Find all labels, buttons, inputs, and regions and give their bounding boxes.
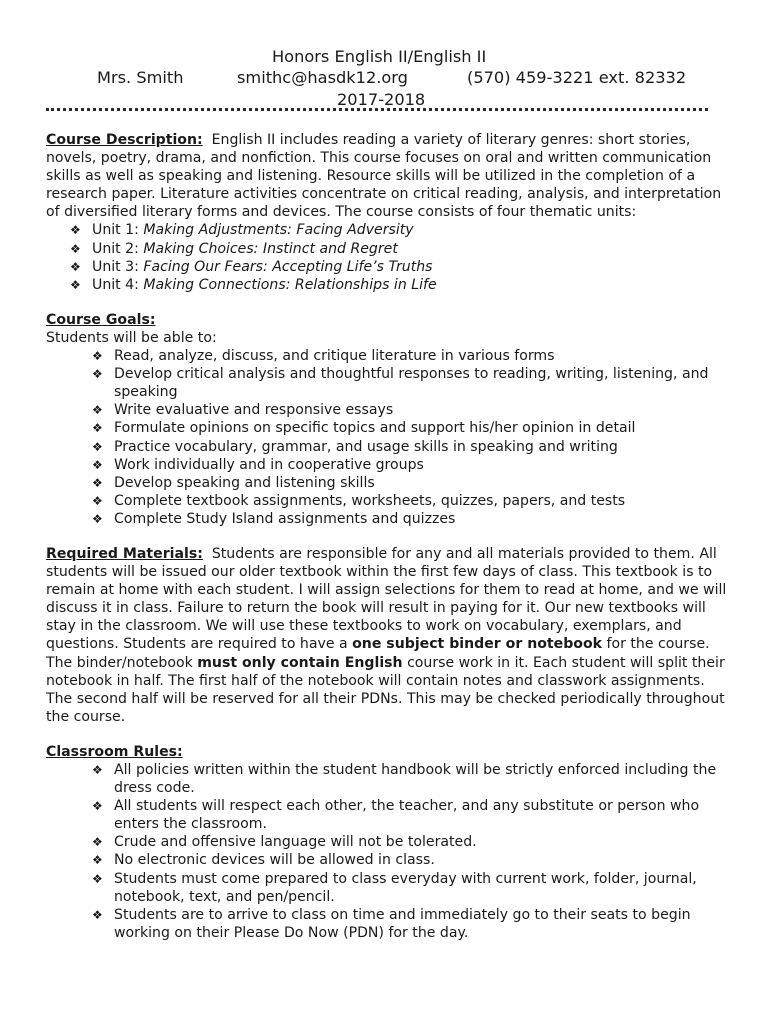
unit-title: Facing Our Fears: Accepting Life’s Truths (143, 258, 433, 275)
rule-item-text: Students must come prepared to class everyday with current work, folder, journal, notebook, text, and pen/pencil. (114, 870, 697, 905)
diamond-bullet-icon: ❖ (92, 367, 103, 382)
course-description-heading: Course Description: (46, 132, 203, 148)
diamond-bullet-icon: ❖ (92, 835, 103, 850)
goal-item (92, 401, 730, 419)
rule-item (92, 906, 730, 942)
unit-label: Unit 4: (92, 276, 139, 293)
goal-item (92, 347, 730, 365)
required-materials (46, 545, 730, 726)
rule-item-text: No electronic devices will be allowed in class. (114, 852, 435, 869)
diamond-bullet-icon: ❖ (92, 403, 103, 418)
goal-item-text: Complete textbook assignments, worksheets, quizzes, papers, and tests (114, 492, 626, 509)
goal-item-text: Develop critical analysis and thoughtful responses to reading, writing, listening, and speaking (114, 366, 709, 401)
diamond-bullet-icon: ❖ (70, 223, 81, 238)
goal-item-text: Work individually and in cooperative groups (114, 456, 424, 473)
classroom-rules-section (46, 743, 730, 942)
materials-text-2: for the course. The binder/notebook (46, 636, 710, 671)
diamond-bullet-icon: ❖ (92, 763, 103, 777)
diamond-bullet-icon: ❖ (92, 511, 103, 526)
diamond-bullet-icon: ❖ (92, 907, 103, 922)
teacher-phone: (570) 459-3221 ext. 82332 (467, 68, 687, 87)
thematic-unit-item (70, 258, 730, 276)
materials-text-3: course work in it. Each student will split their notebook in half. The first half of the notebook will contain notes and classwork assignments. The second half will be reserved for all their PDNs. This may be checked periodically throughout the course. (46, 654, 725, 725)
goal-item (92, 456, 730, 474)
goal-item (92, 474, 730, 492)
rule-item-text: Crude and offensive language will not be tolerated. (114, 834, 477, 851)
diamond-bullet-icon: ❖ (92, 493, 103, 508)
course-title: Honors English II/English II (272, 47, 487, 66)
goal-item-text: Formulate opinions on specific topics and support his/her opinion in detail (114, 420, 636, 437)
rule-item (92, 851, 730, 869)
dotted-divider (46, 108, 708, 111)
diamond-bullet-icon: ❖ (92, 349, 103, 364)
course-goals-section (46, 311, 730, 528)
diamond-bullet-icon: ❖ (92, 439, 103, 454)
rule-item (92, 870, 730, 906)
rule-item (92, 797, 730, 833)
required-materials-section (46, 545, 730, 726)
diamond-bullet-icon: ❖ (70, 277, 81, 292)
rule-item (92, 761, 730, 797)
school-year: 2017-2018 (337, 90, 426, 109)
rule-item-text: Students are to arrive to class on time and immediately go to their seats to begin working on their Please Do Now (PDN) for the day. (114, 906, 691, 941)
materials-emphasis-english: must only contain English (197, 654, 403, 671)
course-description (46, 131, 730, 221)
teacher-email: smithc@hasdk12.org (237, 68, 408, 87)
diamond-bullet-icon: ❖ (70, 259, 81, 274)
course-goals-intro: Students will be able to: (46, 329, 217, 346)
rule-item (92, 833, 730, 851)
unit-label: Unit 3: (92, 258, 139, 275)
goal-item-text: Write evaluative and responsive essays (114, 402, 394, 419)
course-description-text: English II includes reading a variety of literary genres: short stories, novels, poetry, drama, and nonfiction. This course focuses on oral and written communication skills as well as speaking and listening. Resource skills will be utilized in the completion of a research paper. Literature activities concentrate on critical reading, analysis, and interpretation of diversified literary forms and devices. The course consists of four thematic units: (46, 132, 722, 221)
diamond-bullet-icon: ❖ (92, 421, 103, 436)
unit-title: Making Adjustments: Facing Adversity (143, 222, 414, 239)
materials-emphasis-binder: one subject binder or notebook (352, 636, 603, 653)
diamond-bullet-icon: ❖ (92, 475, 103, 490)
thematic-unit-item (70, 240, 730, 258)
classroom-rules-list (46, 761, 730, 942)
diamond-bullet-icon: ❖ (92, 799, 103, 814)
diamond-bullet-icon: ❖ (92, 871, 103, 886)
goal-item (92, 510, 730, 528)
goal-item-text: Develop speaking and listening skills (114, 474, 375, 491)
teacher-name: Mrs. Smith (97, 68, 184, 87)
rule-item-text: All policies written within the student handbook will be strictly enforced including the dress code. (114, 762, 717, 797)
unit-title: Making Choices: Instinct and Regret (143, 240, 398, 257)
goal-item-text: Complete Study Island assignments and quizzes (114, 510, 456, 527)
thematic-units-list (46, 221, 730, 293)
unit-title: Making Connections: Relationships in Life (143, 276, 437, 293)
goal-item (92, 438, 730, 456)
goal-item (92, 365, 730, 401)
goal-item-text: Read, analyze, discuss, and critique literature in various forms (114, 348, 555, 365)
diamond-bullet-icon: ❖ (92, 853, 103, 868)
syllabus-body (46, 131, 730, 959)
unit-label: Unit 1: (92, 222, 139, 239)
thematic-unit-item (70, 221, 730, 239)
course-goals-heading: Course Goals: (46, 311, 156, 328)
diamond-bullet-icon: ❖ (92, 457, 103, 472)
required-materials-heading: Required Materials: (46, 545, 203, 562)
thematic-unit-item (70, 276, 730, 294)
diamond-bullet-icon: ❖ (70, 241, 81, 256)
goal-item (92, 492, 730, 510)
course-description-section (46, 131, 730, 294)
unit-label: Unit 2: (92, 240, 139, 257)
rule-item-text: All students will respect each other, the teacher, and any substitute or person who enters the classroom. (114, 798, 700, 833)
course-goals-list (46, 347, 730, 528)
goal-item-text: Practice vocabulary, grammar, and usage skills in speaking and writing (114, 438, 618, 455)
classroom-rules-heading: Classroom Rules: (46, 743, 183, 760)
materials-text-1: Students are responsible for any and all materials provided to them. All students will be issued our older textbook within the first few days of class. This textbook is to remain at home with each student. I will assign selections for them to read at home, and we will discuss it in class. Failure to return the book will result in paying for it. Our new textbooks will stay in the classroom. We will use these textbooks to work on vocabulary, exemplars, and questions. Students are required to have a (46, 545, 727, 653)
goal-item (92, 419, 730, 437)
